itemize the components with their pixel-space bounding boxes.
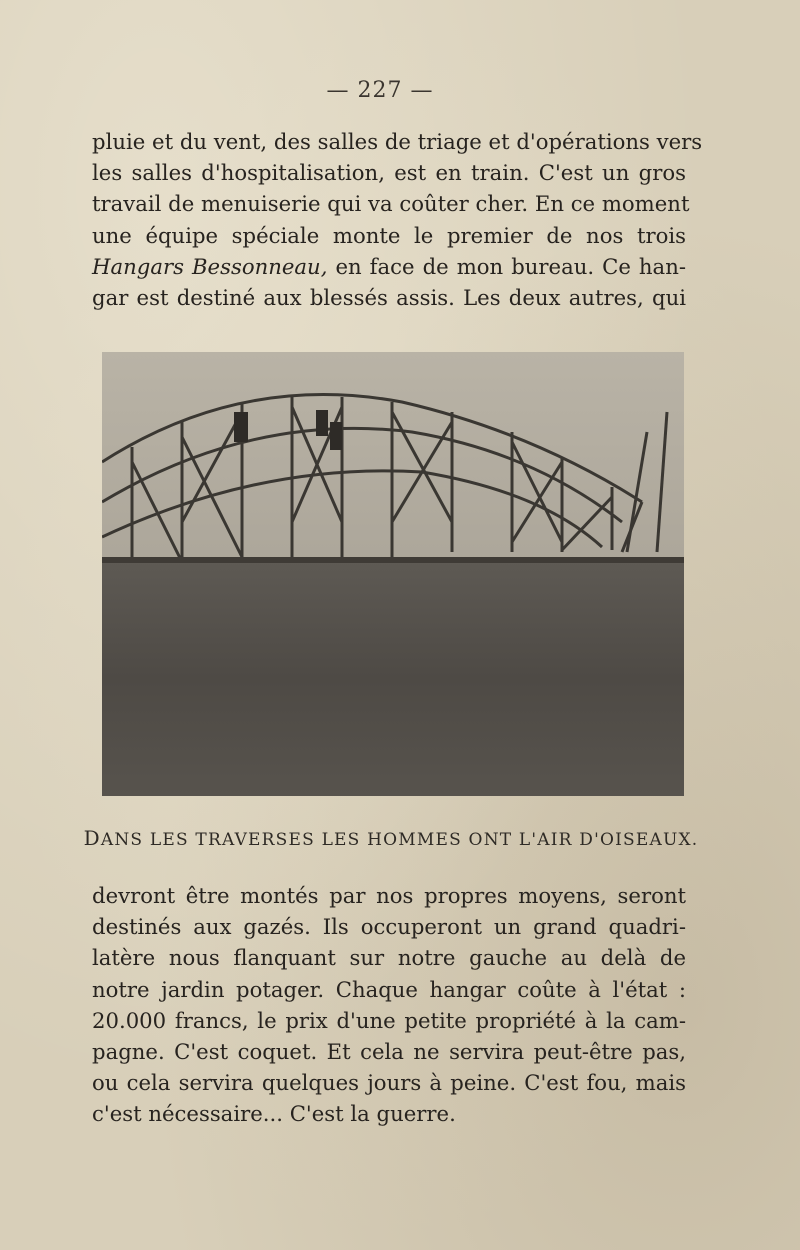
text-fragment: en face de mon bureau. Ce han- xyxy=(327,253,686,279)
text-line: gar est destiné aux blessés assis. Les deux autres, qui xyxy=(92,284,686,310)
figure-caption xyxy=(0,826,782,850)
text-line: devront être montés par nos propres moyens, seront xyxy=(92,883,686,908)
paragraph-top xyxy=(92,126,703,313)
horizon-line xyxy=(102,557,684,563)
text-line: latère nous flanquant sur notre gauche au delà de xyxy=(92,945,686,971)
text-line: pagne. C'est coquet. Et cela ne servira peut-être pas, xyxy=(92,1038,686,1064)
text-line xyxy=(92,251,686,282)
text-line: les salles d'hospitalisation, est en train. C'est un gros xyxy=(92,160,686,186)
hangar-construction-photo xyxy=(102,352,684,796)
page-number: — 227 — xyxy=(326,78,434,103)
text-line: une équipe spéciale monte le premier de nos trois xyxy=(92,222,686,248)
text-line: ou cela servira quelques jours à peine. C'est fou, mais xyxy=(92,1070,686,1096)
text-line: travail de menuiserie qui va coûter cher. En ce moment xyxy=(92,191,690,217)
ground-area xyxy=(102,560,684,796)
hangar-name: Hangars Bessonneau, xyxy=(92,253,328,279)
text-line: pluie et du vent, des salles de triage et d'opérations vers xyxy=(92,129,703,154)
text-line: 20.000 francs, le prix d'une petite propriété à la cam- xyxy=(92,1007,686,1033)
caption-text: ANS LES TRAVERSES LES HOMMES ONT L'AIR D'OISEAUX. xyxy=(100,830,699,850)
caption-initial: D xyxy=(83,826,101,850)
text-line: destinés aux gazés. Ils occuperont un grand quadri- xyxy=(92,914,686,940)
text-line: c'est nécessaire... C'est la guerre. xyxy=(92,1101,456,1127)
paragraph-bottom xyxy=(92,880,686,1130)
hangar-frame-illustration xyxy=(102,352,684,796)
text-line: notre jardin potager. Chaque hangar coûte à l'état : xyxy=(92,976,686,1002)
